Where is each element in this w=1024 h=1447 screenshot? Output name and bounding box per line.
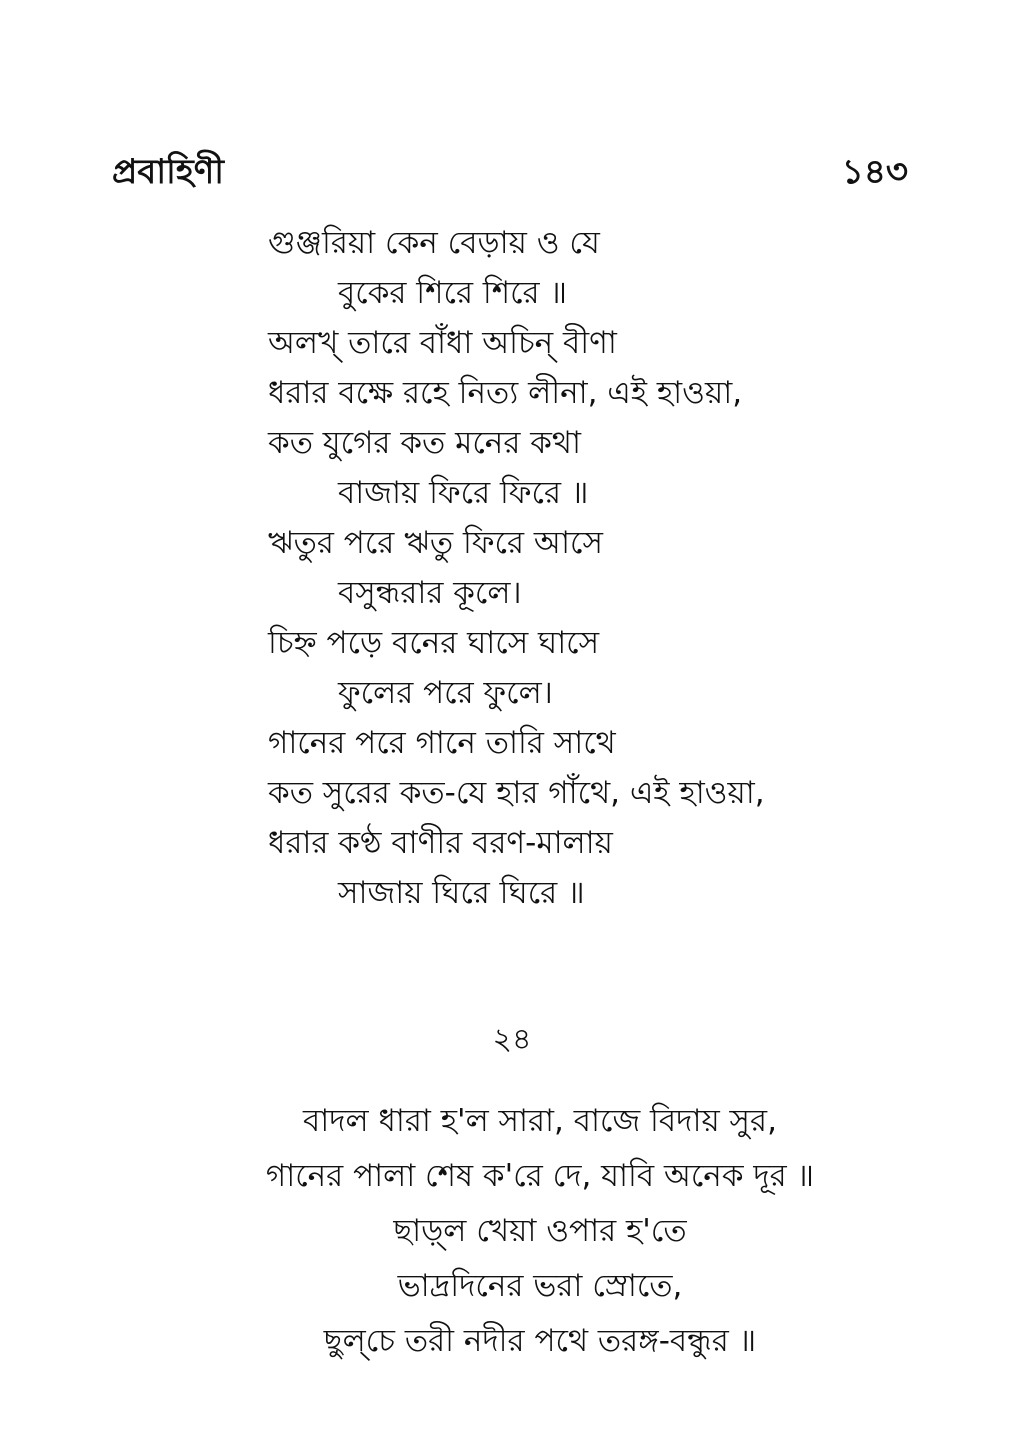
poem-line: ছাড়্‌ল খেয়া ওপার হ'তে <box>393 1213 687 1249</box>
poem-line: সাজায় ঘিরে ঘিরে ॥ <box>338 875 585 911</box>
poem-line: কত যুগের কত মনের কথা <box>268 425 581 461</box>
poem-line: বাদল ধারা হ'ল সারা, বাজে বিদায় সুর, <box>303 1103 777 1139</box>
poem-line: ছুল্‌চে তরী নদীর পথে তরঙ্গ-বন্ধুর ॥ <box>323 1323 757 1359</box>
poem-line: ধরার বক্ষে রহে নিত্য লীনা, এই হাওয়া, <box>268 375 743 411</box>
poem-line: গুঞ্জরিয়া কেন বেড়ায় ও যে <box>268 225 600 261</box>
poem-line: ঋতুর পরে ঋতু ফিরে আসে <box>268 525 603 561</box>
poem-line: কত সুরের কত-যে হার গাঁথে, এই হাওয়া, <box>268 775 765 811</box>
poem-stanza-1 <box>268 218 968 918</box>
poem-line: বাজায় ফিরে ফিরে ॥ <box>338 475 589 511</box>
poem-line: বসুন্ধরার কূলে। <box>338 575 522 611</box>
poem-line: ভাদ্রদিনের ভরা স্রোতে, <box>397 1268 683 1304</box>
running-header-title: প্রবাহিণী <box>112 152 225 192</box>
page-number: ১৪৩ <box>841 152 908 192</box>
poem-line: অলখ্‌ তারে বাঁধা অচিন্‌ বীণা <box>268 325 617 361</box>
poem-line: চিহ্ন পড়ে বনের ঘাসে ঘাসে <box>268 625 600 661</box>
poem-stanza-2 <box>0 1094 1024 1369</box>
poem-line: ফুলের পরে ফুলে। <box>338 675 553 711</box>
poem-line: ধরার কণ্ঠ বাণীর বরণ-মালায় <box>268 825 613 861</box>
poem-line: বুকের শিরে শিরে ॥ <box>338 275 567 311</box>
poem-line: গানের পরে গানে তারি সাথে <box>268 725 616 761</box>
song-number: ২৪ <box>492 1022 532 1057</box>
poem-line: গানের পালা শেষ ক'রে দে, যাবি অনেক দূর ॥ <box>265 1158 815 1194</box>
